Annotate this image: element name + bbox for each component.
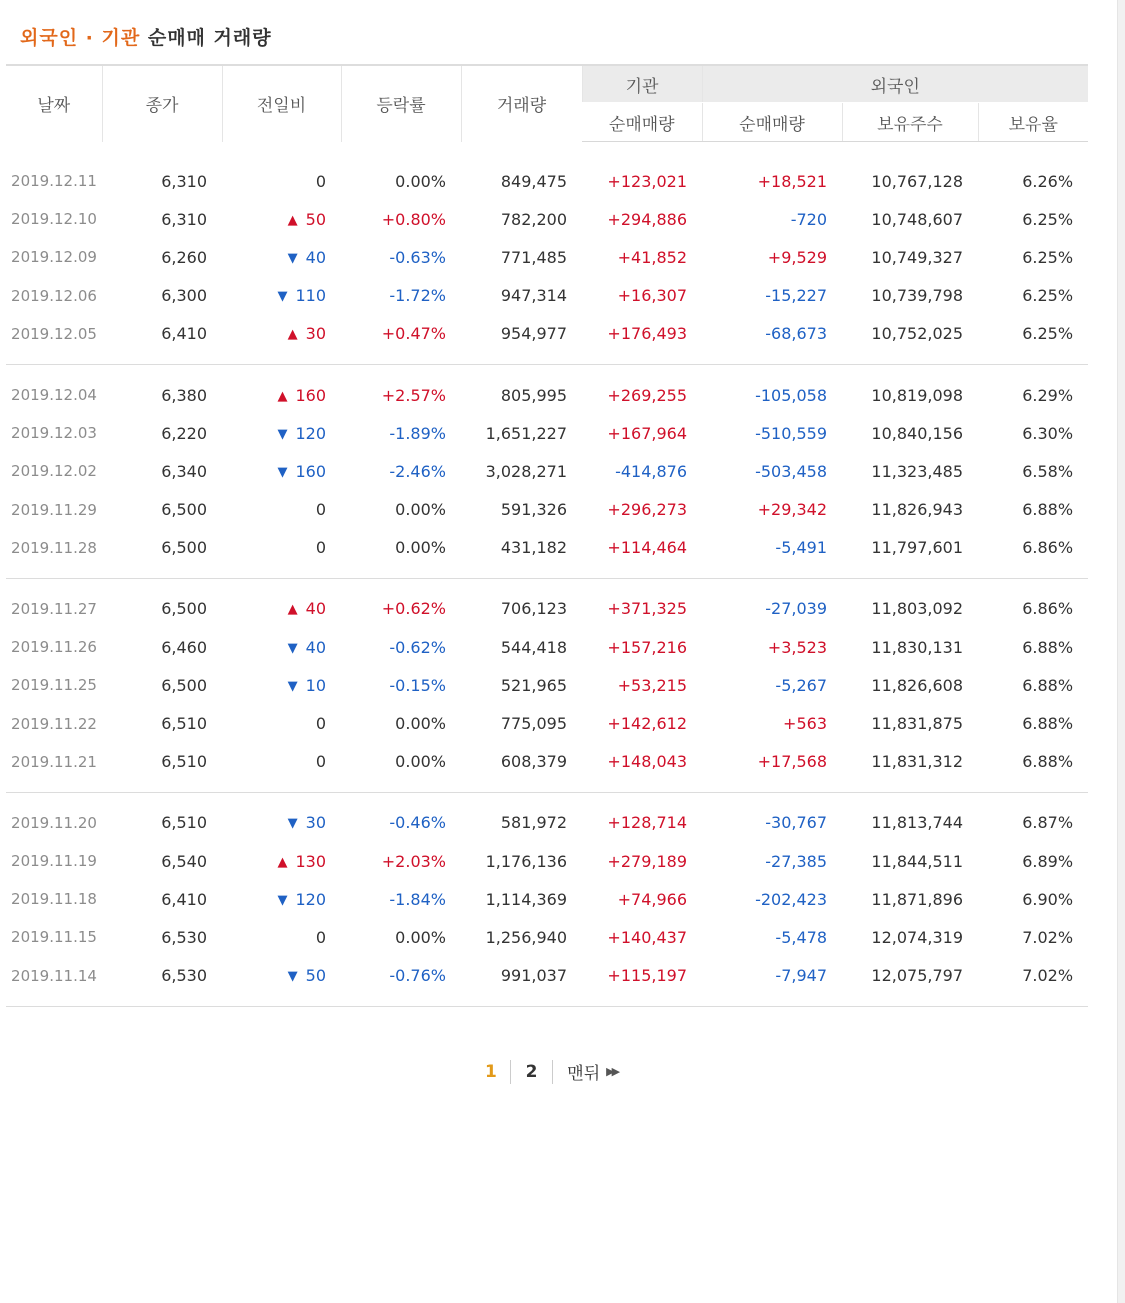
cell-rate: 0.00% xyxy=(395,500,446,520)
cell-foreign-ratio: 6.88% xyxy=(1022,675,1074,695)
cell-close: 6,500 xyxy=(161,500,207,520)
cell-foreign-holdings: 11,813,744 xyxy=(871,813,963,833)
up-triangle-icon: ▲ xyxy=(287,212,298,228)
cell-foreign-holdings: 11,831,312 xyxy=(871,752,963,772)
cell-foreign-net: +18,521 xyxy=(757,171,827,191)
cell-inst-net: +157,216 xyxy=(607,637,687,657)
trading-volume-panel xyxy=(6,26,1088,1084)
header-volume: 거래량 xyxy=(461,65,582,142)
row-spacer xyxy=(6,995,1088,1007)
cell-foreign-holdings: 11,803,092 xyxy=(871,599,963,619)
cell-foreign-ratio: 6.89% xyxy=(1022,851,1074,871)
cell-volume: 544,418 xyxy=(500,637,567,657)
cell-volume: 805,995 xyxy=(500,385,567,405)
cell-date: 2019.11.18 xyxy=(11,890,97,909)
cell-foreign-net: +29,342 xyxy=(757,500,827,520)
spacer-cell xyxy=(6,364,1088,376)
cell-close: 6,380 xyxy=(161,385,207,405)
cell-date: 2019.12.04 xyxy=(11,386,97,405)
cell-rate: -0.76% xyxy=(389,966,446,986)
cell-foreign-holdings: 10,749,327 xyxy=(871,247,963,267)
cell-close: 6,300 xyxy=(161,286,207,306)
cell-inst-net: +140,437 xyxy=(607,927,687,947)
cell-change xyxy=(222,842,341,880)
spacer-cell xyxy=(6,142,1088,163)
cell-inst-net: +269,255 xyxy=(607,385,687,405)
table-row xyxy=(6,238,1088,276)
cell-close: 6,540 xyxy=(161,851,207,871)
header-foreign-group: 외국인 xyxy=(702,65,1088,103)
cell-inst-net: +128,714 xyxy=(607,813,687,833)
row-spacer xyxy=(6,142,1088,163)
cell-volume: 771,485 xyxy=(500,247,567,267)
cell-foreign-net: -503,458 xyxy=(755,461,827,481)
cell-volume: 431,182 xyxy=(500,538,567,558)
scrollbar[interactable] xyxy=(1117,0,1125,1303)
row-spacer xyxy=(6,792,1088,804)
cell-inst-net: -414,876 xyxy=(615,461,687,481)
change-value: 50 xyxy=(305,966,326,986)
cell-close: 6,500 xyxy=(161,538,207,558)
table-row xyxy=(6,315,1088,353)
cell-foreign-net: -27,385 xyxy=(765,851,827,871)
cell-inst-net: +167,964 xyxy=(607,423,687,443)
cell-date: 2019.12.02 xyxy=(11,462,97,481)
cell-inst-net: +115,197 xyxy=(607,966,687,986)
table-row xyxy=(6,162,1088,200)
cell-date: 2019.12.06 xyxy=(11,286,97,305)
page-current[interactable]: 1 xyxy=(484,1061,497,1082)
table-row xyxy=(6,704,1088,742)
cell-foreign-holdings: 10,752,025 xyxy=(871,324,963,344)
cell-close: 6,510 xyxy=(161,813,207,833)
page-last-label[interactable]: 맨뒤 xyxy=(567,1064,601,1084)
cell-date: 2019.11.27 xyxy=(11,599,97,618)
cell-foreign-net: -105,058 xyxy=(755,385,827,405)
change-value: 10 xyxy=(305,675,326,695)
cell-foreign-ratio: 6.25% xyxy=(1022,286,1074,306)
cell-volume: 775,095 xyxy=(500,714,567,734)
cell-change xyxy=(222,277,341,315)
change-value: 0 xyxy=(315,927,326,947)
up-triangle-icon: ▲ xyxy=(287,327,298,343)
change-value: 0 xyxy=(315,752,326,772)
table-row xyxy=(6,452,1088,490)
cell-close: 6,310 xyxy=(161,209,207,229)
cell-close: 6,310 xyxy=(161,171,207,191)
cell-foreign-ratio: 6.58% xyxy=(1022,461,1074,481)
cell-foreign-ratio: 6.87% xyxy=(1022,813,1074,833)
change-value: 120 xyxy=(295,423,326,443)
change-value: 120 xyxy=(295,889,326,909)
cell-rate: -0.63% xyxy=(389,247,446,267)
table-row xyxy=(6,880,1088,918)
cell-close: 6,410 xyxy=(161,324,207,344)
cell-change xyxy=(222,452,341,490)
cell-inst-net: +279,189 xyxy=(607,851,687,871)
cell-close: 6,530 xyxy=(161,966,207,986)
cell-foreign-holdings: 12,074,319 xyxy=(871,927,963,947)
page-divider xyxy=(552,1060,553,1084)
cell-foreign-holdings: 11,826,943 xyxy=(871,500,963,520)
up-triangle-icon: ▲ xyxy=(287,602,298,618)
cell-volume: 1,256,940 xyxy=(485,927,567,947)
cell-foreign-holdings: 10,767,128 xyxy=(871,171,963,191)
cell-foreign-ratio: 6.25% xyxy=(1022,247,1074,267)
cell-foreign-net: +3,523 xyxy=(767,637,827,657)
cell-foreign-net: +563 xyxy=(783,714,827,734)
table-row xyxy=(6,590,1088,628)
cell-change xyxy=(222,162,341,200)
cell-foreign-net: +17,568 xyxy=(757,752,827,772)
change-value: 130 xyxy=(295,851,326,871)
cell-volume: 706,123 xyxy=(500,599,567,619)
cell-rate: 0.00% xyxy=(395,538,446,558)
cell-foreign-net: -7,947 xyxy=(775,966,827,986)
cell-close: 6,500 xyxy=(161,675,207,695)
cell-rate: -1.84% xyxy=(389,889,446,909)
cell-foreign-holdings: 10,748,607 xyxy=(871,209,963,229)
cell-date: 2019.11.19 xyxy=(11,852,97,871)
cell-date: 2019.11.20 xyxy=(11,813,97,832)
cell-rate: +0.80% xyxy=(381,209,446,229)
cell-foreign-ratio: 7.02% xyxy=(1022,927,1074,947)
cell-foreign-ratio: 6.26% xyxy=(1022,171,1074,191)
row-spacer xyxy=(6,353,1088,365)
cell-foreign-ratio: 6.86% xyxy=(1022,538,1074,558)
up-triangle-icon: ▲ xyxy=(277,388,288,404)
spacer-cell xyxy=(6,353,1088,365)
cell-change xyxy=(222,238,341,276)
row-spacer xyxy=(6,578,1088,590)
cell-change xyxy=(222,590,341,628)
cell-rate: -0.62% xyxy=(389,637,446,657)
cell-foreign-holdings: 10,840,156 xyxy=(871,423,963,443)
header-change: 전일비 xyxy=(222,65,341,142)
cell-inst-net: +74,966 xyxy=(617,889,687,909)
cell-foreign-ratio: 6.90% xyxy=(1022,889,1074,909)
cell-rate: -1.72% xyxy=(389,286,446,306)
cell-foreign-holdings: 10,819,098 xyxy=(871,385,963,405)
table-row xyxy=(6,277,1088,315)
table-row xyxy=(6,957,1088,995)
header-foreign-net: 순매매량 xyxy=(702,103,842,142)
table-row xyxy=(6,628,1088,666)
cell-volume: 591,326 xyxy=(500,500,567,520)
spacer-cell xyxy=(6,578,1088,590)
cell-foreign-ratio: 6.30% xyxy=(1022,423,1074,443)
cell-rate: +0.47% xyxy=(381,324,446,344)
cell-foreign-net: -30,767 xyxy=(765,813,827,833)
table-row xyxy=(6,200,1088,238)
cell-date: 2019.12.11 xyxy=(11,172,97,191)
cell-volume: 782,200 xyxy=(500,209,567,229)
table-row xyxy=(6,804,1088,842)
table-row xyxy=(6,529,1088,567)
cell-change xyxy=(222,376,341,414)
header-foreign-holdings: 보유주수 xyxy=(842,103,978,142)
cell-rate: 0.00% xyxy=(395,171,446,191)
cell-inst-net: +294,886 xyxy=(607,209,687,229)
row-spacer xyxy=(6,567,1088,579)
cell-change xyxy=(222,918,341,956)
cell-rate: -0.46% xyxy=(389,813,446,833)
spacer-cell xyxy=(6,567,1088,579)
cell-inst-net: +114,464 xyxy=(607,538,687,558)
cell-rate: +2.03% xyxy=(381,851,446,871)
cell-foreign-holdings: 11,797,601 xyxy=(871,538,963,558)
cell-date: 2019.12.09 xyxy=(11,248,97,267)
cell-change xyxy=(222,704,341,742)
cell-close: 6,410 xyxy=(161,889,207,909)
cell-inst-net: +176,493 xyxy=(607,324,687,344)
cell-date: 2019.11.21 xyxy=(11,752,97,771)
cell-inst-net: +41,852 xyxy=(617,247,687,267)
table-row xyxy=(6,918,1088,956)
cell-foreign-net: -68,673 xyxy=(765,324,827,344)
page-2-link[interactable]: 2 xyxy=(525,1061,538,1082)
cell-inst-net: +16,307 xyxy=(617,286,687,306)
table-row xyxy=(6,414,1088,452)
page-divider xyxy=(510,1060,511,1084)
cell-foreign-holdings: 12,075,797 xyxy=(871,966,963,986)
cell-volume: 521,965 xyxy=(500,675,567,695)
cell-rate: -1.89% xyxy=(389,423,446,443)
cell-volume: 581,972 xyxy=(500,813,567,833)
cell-date: 2019.11.29 xyxy=(11,500,97,519)
table-row xyxy=(6,491,1088,529)
cell-foreign-holdings: 11,844,511 xyxy=(871,851,963,871)
cell-inst-net: +371,325 xyxy=(607,599,687,619)
cell-foreign-net: -510,559 xyxy=(755,423,827,443)
cell-close: 6,460 xyxy=(161,637,207,657)
table-row xyxy=(6,842,1088,880)
change-value: 50 xyxy=(305,209,326,229)
cell-foreign-net: -202,423 xyxy=(755,889,827,909)
table-row xyxy=(6,376,1088,414)
cell-foreign-net: -5,491 xyxy=(775,538,827,558)
spacer-cell xyxy=(6,781,1088,793)
header-close: 종가 xyxy=(102,65,222,142)
cell-volume: 3,028,271 xyxy=(485,461,567,481)
cell-date: 2019.12.10 xyxy=(11,210,97,229)
cell-date: 2019.12.05 xyxy=(11,324,97,343)
cell-change xyxy=(222,666,341,704)
down-triangle-icon: ▼ xyxy=(287,640,298,656)
cell-foreign-ratio: 6.88% xyxy=(1022,637,1074,657)
cell-foreign-holdings: 11,826,608 xyxy=(871,675,963,695)
down-triangle-icon: ▼ xyxy=(287,250,298,266)
cell-rate: 0.00% xyxy=(395,714,446,734)
down-triangle-icon: ▼ xyxy=(287,816,298,832)
cell-change xyxy=(222,743,341,781)
up-triangle-icon: ▲ xyxy=(277,854,288,870)
cell-volume: 947,314 xyxy=(500,286,567,306)
cell-rate: -0.15% xyxy=(389,675,446,695)
cell-foreign-holdings: 10,739,798 xyxy=(871,286,963,306)
cell-volume: 1,176,136 xyxy=(485,851,567,871)
cell-rate: +2.57% xyxy=(381,385,446,405)
cell-close: 6,340 xyxy=(161,461,207,481)
cell-volume: 1,114,369 xyxy=(485,889,567,909)
cell-foreign-holdings: 11,323,485 xyxy=(871,461,963,481)
cell-foreign-ratio: 6.88% xyxy=(1022,714,1074,734)
cell-foreign-holdings: 11,871,896 xyxy=(871,889,963,909)
change-value: 40 xyxy=(305,599,326,619)
cell-foreign-ratio: 7.02% xyxy=(1022,966,1074,986)
cell-volume: 608,379 xyxy=(500,752,567,772)
change-value: 40 xyxy=(305,247,326,267)
cell-foreign-net: +9,529 xyxy=(767,247,827,267)
cell-foreign-ratio: 6.88% xyxy=(1022,752,1074,772)
table-body xyxy=(6,142,1088,1007)
cell-rate: -2.46% xyxy=(389,461,446,481)
cell-foreign-net: -27,039 xyxy=(765,599,827,619)
cell-volume: 1,651,227 xyxy=(485,423,567,443)
table-row xyxy=(6,666,1088,704)
cell-foreign-holdings: 11,830,131 xyxy=(871,637,963,657)
cell-date: 2019.11.28 xyxy=(11,538,97,557)
cell-foreign-ratio: 6.88% xyxy=(1022,500,1074,520)
cell-change xyxy=(222,200,341,238)
change-value: 0 xyxy=(315,500,326,520)
down-triangle-icon: ▼ xyxy=(287,678,298,694)
change-value: 0 xyxy=(315,171,326,191)
cell-inst-net: +123,021 xyxy=(607,171,687,191)
down-triangle-icon: ▼ xyxy=(277,892,288,908)
row-spacer xyxy=(6,364,1088,376)
cell-change xyxy=(222,491,341,529)
cell-foreign-ratio: 6.25% xyxy=(1022,324,1074,344)
cell-volume: 991,037 xyxy=(500,966,567,986)
cell-foreign-ratio: 6.29% xyxy=(1022,385,1074,405)
change-value: 160 xyxy=(295,461,326,481)
trading-table xyxy=(6,64,1088,1007)
spacer-cell xyxy=(6,792,1088,804)
down-triangle-icon: ▼ xyxy=(277,289,288,305)
cell-volume: 954,977 xyxy=(500,324,567,344)
cell-foreign-net: -5,478 xyxy=(775,927,827,947)
page-last-link[interactable] xyxy=(558,1059,617,1084)
change-value: 30 xyxy=(305,813,326,833)
cell-close: 6,510 xyxy=(161,752,207,772)
cell-change xyxy=(222,880,341,918)
cell-change xyxy=(222,804,341,842)
cell-date: 2019.11.25 xyxy=(11,676,97,695)
cell-foreign-net: -720 xyxy=(790,209,827,229)
spacer-cell xyxy=(6,995,1088,1007)
cell-inst-net: +296,273 xyxy=(607,500,687,520)
cell-foreign-ratio: 6.25% xyxy=(1022,209,1074,229)
cell-date: 2019.11.14 xyxy=(11,966,97,985)
cell-volume: 849,475 xyxy=(500,171,567,191)
pagination xyxy=(6,1059,1088,1084)
header-date: 날짜 xyxy=(6,65,102,142)
cell-inst-net: +53,215 xyxy=(617,675,687,695)
cell-close: 6,530 xyxy=(161,927,207,947)
cell-date: 2019.11.15 xyxy=(11,928,97,947)
cell-change xyxy=(222,414,341,452)
header-inst-net: 순매매량 xyxy=(582,103,702,142)
cell-date: 2019.11.22 xyxy=(11,714,97,733)
cell-date: 2019.12.03 xyxy=(11,424,97,443)
cell-close: 6,260 xyxy=(161,247,207,267)
double-right-arrow-icon: ▶▶ xyxy=(606,1065,618,1078)
cell-change xyxy=(222,529,341,567)
cell-date: 2019.11.26 xyxy=(11,638,97,657)
cell-foreign-net: -15,227 xyxy=(765,286,827,306)
change-value: 110 xyxy=(295,286,326,306)
cell-rate: +0.62% xyxy=(381,599,446,619)
change-value: 40 xyxy=(305,637,326,657)
cell-inst-net: +142,612 xyxy=(607,714,687,734)
cell-foreign-net: -5,267 xyxy=(775,675,827,695)
cell-foreign-ratio: 6.86% xyxy=(1022,599,1074,619)
cell-rate: 0.00% xyxy=(395,752,446,772)
cell-change xyxy=(222,315,341,353)
table-row xyxy=(6,743,1088,781)
cell-foreign-holdings: 11,831,875 xyxy=(871,714,963,734)
change-value: 0 xyxy=(315,538,326,558)
down-triangle-icon: ▼ xyxy=(287,969,298,985)
change-value: 0 xyxy=(315,714,326,734)
change-value: 160 xyxy=(295,385,326,405)
header-rate: 등락률 xyxy=(341,65,461,142)
cell-rate: 0.00% xyxy=(395,927,446,947)
header-institution-group: 기관 xyxy=(582,65,702,103)
cell-change xyxy=(222,957,341,995)
header-foreign-ratio: 보유율 xyxy=(978,103,1088,142)
cell-change xyxy=(222,628,341,666)
cell-close: 6,510 xyxy=(161,714,207,734)
cell-close: 6,220 xyxy=(161,423,207,443)
row-spacer xyxy=(6,781,1088,793)
down-triangle-icon: ▼ xyxy=(277,426,288,442)
section-title: 외국인 · 기관 순매매 거래량 xyxy=(20,27,272,49)
cell-close: 6,500 xyxy=(161,599,207,619)
down-triangle-icon: ▼ xyxy=(277,464,288,480)
change-value: 30 xyxy=(305,324,326,344)
cell-inst-net: +148,043 xyxy=(607,752,687,772)
